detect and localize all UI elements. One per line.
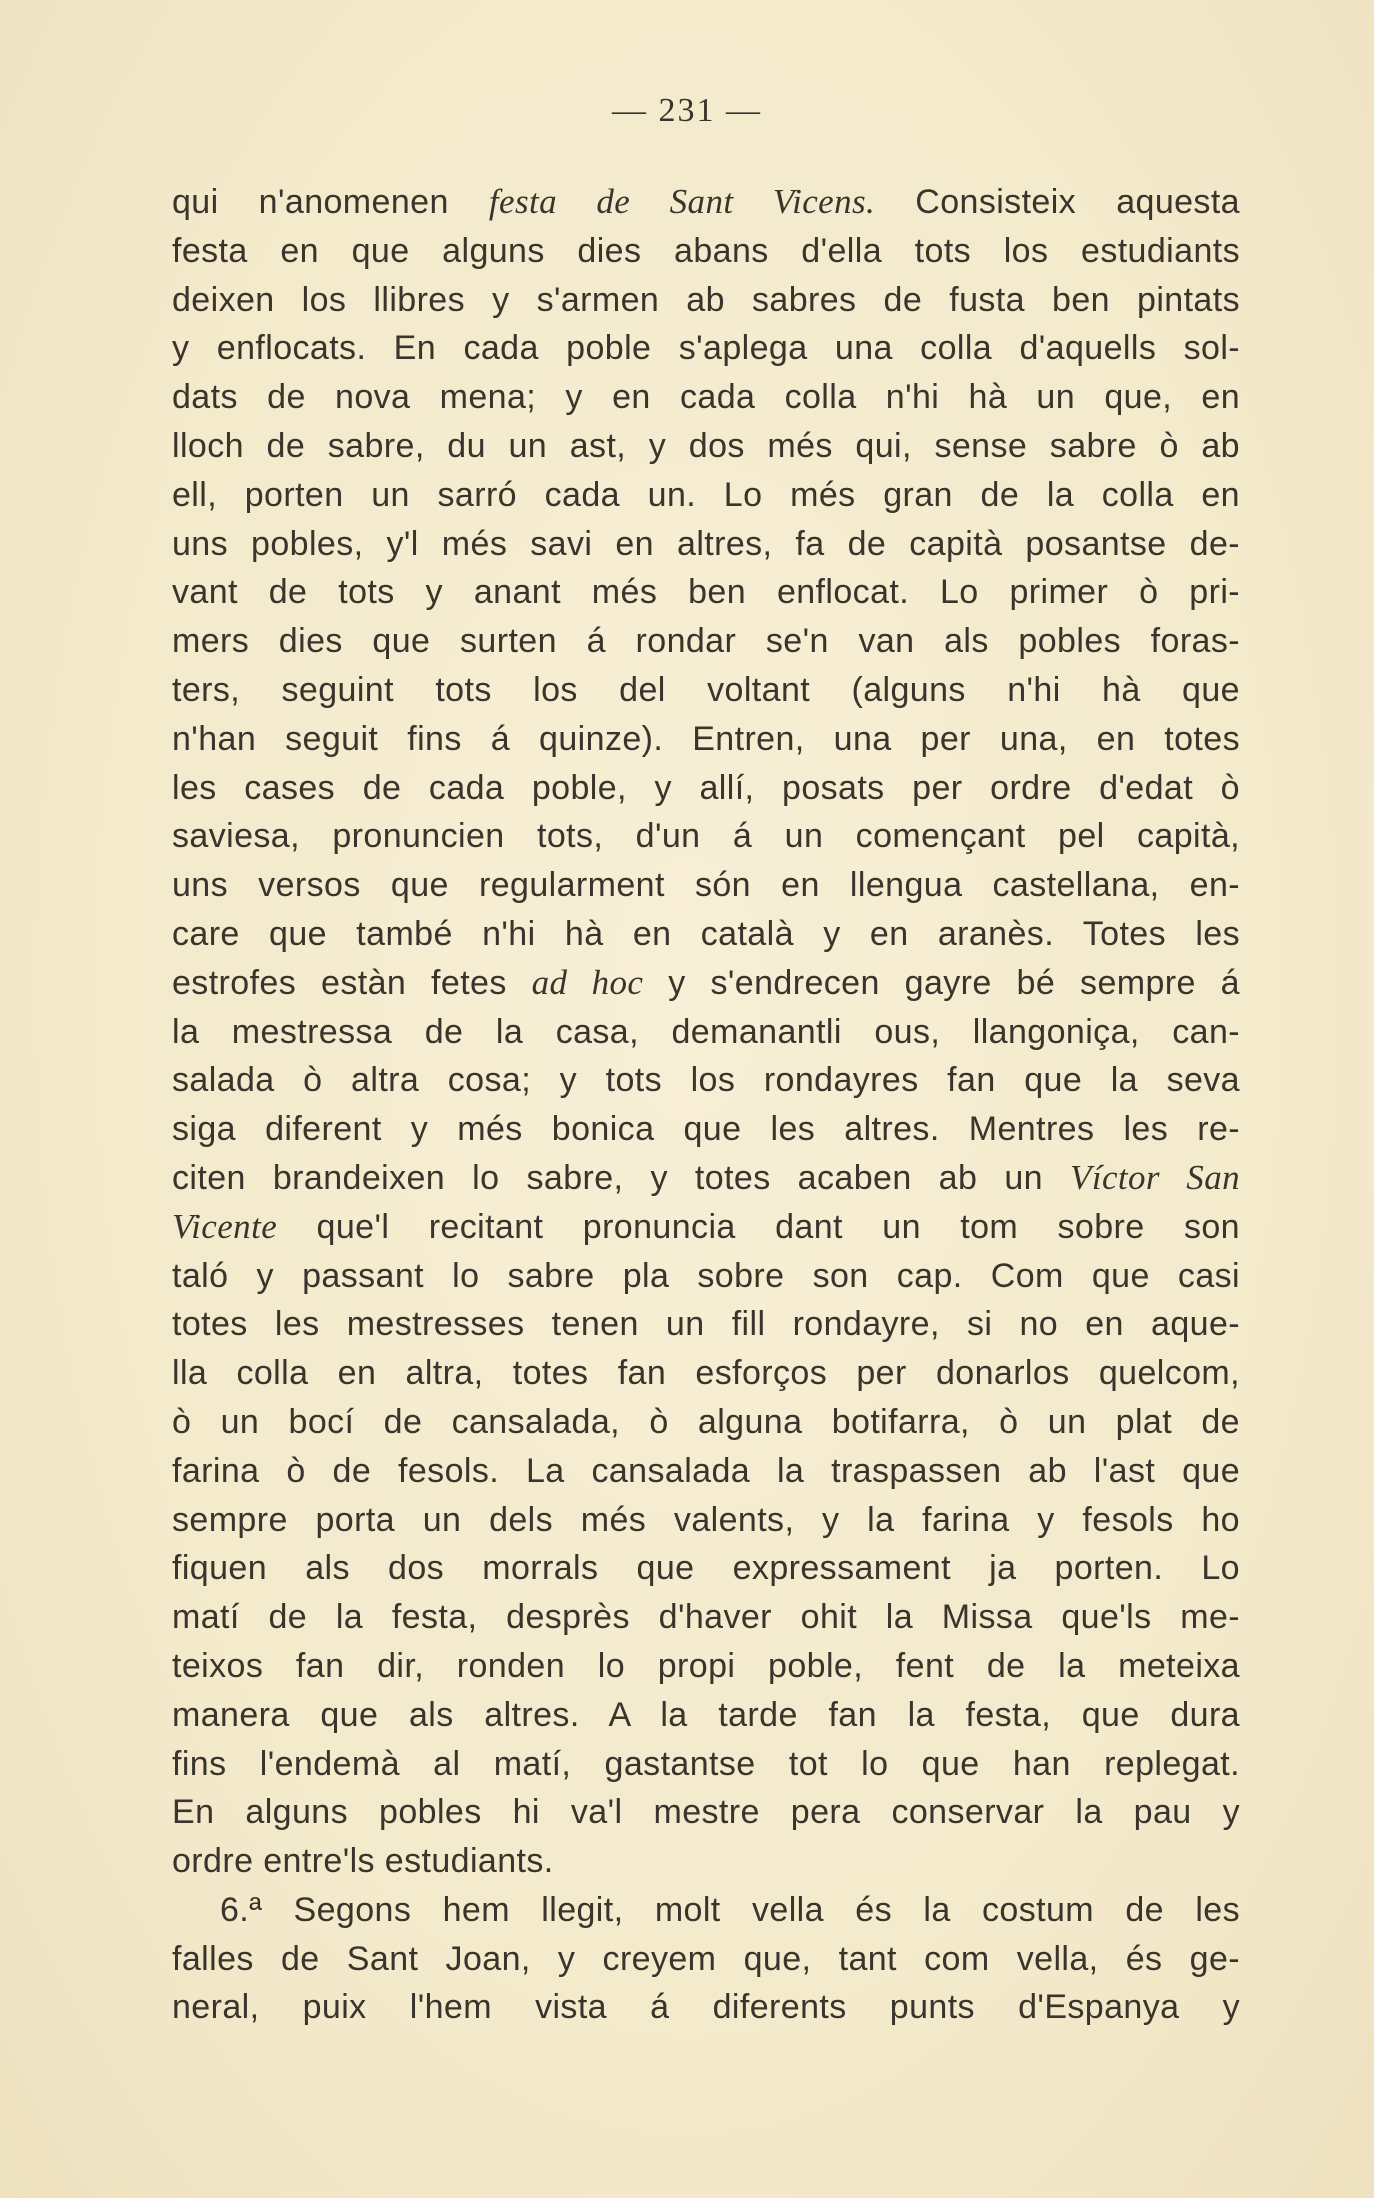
text-run: salada ò altra cosa; y tots los rondayres fan que la seva [172, 1061, 1240, 1100]
text-run: fiquen als dos morrals que expressament ja porten. Lo [172, 1549, 1240, 1588]
text-run: lla colla en altra, totes fan esforços per donarlos quelcom, [172, 1354, 1240, 1393]
text-line [172, 1252, 1240, 1301]
text-line [172, 1788, 1240, 1837]
text-line [172, 1983, 1240, 2032]
text-line [172, 1056, 1240, 1105]
text-run: citen brandeixen lo sabre, y totes acaben ab un [172, 1158, 1071, 1197]
text-line [172, 1935, 1240, 1984]
text-run: 6.ª Segons hem llegit, molt vella és la costum de les [220, 1890, 1240, 1929]
text-line [172, 1593, 1240, 1642]
text-run: fins l'endemà al matí, gastantse tot lo que han replegat. [172, 1744, 1240, 1783]
text-run: En alguns pobles hi va'l mestre pera conservar la pau y [172, 1793, 1240, 1832]
text-run: que'l recitant pronuncia dant un tom sobre son [277, 1207, 1240, 1246]
text-line [172, 276, 1240, 325]
text-line [172, 568, 1240, 617]
text-line [172, 1642, 1240, 1691]
text-run: taló y passant lo sabre pla sobre son cap. Com que casi [172, 1256, 1240, 1295]
italic-text: Vicente [172, 1206, 278, 1246]
text-run: neral, puix l'hem vista á diferents punts d'Espanya y [172, 1988, 1240, 2027]
text-line [172, 764, 1240, 813]
text-line [172, 373, 1240, 422]
text-line [172, 1837, 1240, 1886]
text-line [172, 178, 1240, 227]
text-run: sempre porta un dels més valents, y la farina y fesols ho [172, 1500, 1240, 1539]
text-run: uns pobles, y'l més savi en altres, fa de capità posantse de- [172, 524, 1240, 563]
text-run: lloch de sabre, du un ast, y dos més qui, sense sabre ò ab [172, 426, 1240, 465]
text-run: manera que als altres. A la tarde fan la festa, que dura [172, 1695, 1240, 1734]
page-number: — 231 — [612, 92, 762, 129]
text-run: totes les mestresses tenen un fill rondayre, si no en aque- [172, 1305, 1240, 1344]
text-line [172, 1544, 1240, 1593]
text-run: qui n'anomenen [172, 183, 489, 221]
text-line [172, 1398, 1240, 1447]
text-run: care que també n'hi hà en català y en aranès. Totes les [172, 914, 1240, 953]
text-run: mers dies que surten á rondar se'n van als pobles foras- [172, 622, 1240, 661]
text-run: festa en que alguns dies abans d'ella tots los estudiants [172, 231, 1240, 270]
text-run: ell, porten un sarró cada un. Lo més gran de la colla en [172, 475, 1240, 514]
italic-text: ad hoc [531, 962, 644, 1002]
text-line [172, 1154, 1240, 1203]
text-line [172, 861, 1240, 910]
text-line [172, 1008, 1240, 1057]
text-run: uns versos que regularment són en llengua castellana, en- [172, 866, 1240, 905]
text-line [172, 422, 1240, 471]
text-line [172, 1300, 1240, 1349]
text-run: dats de nova mena; y en cada colla n'hi hà un que, en [172, 378, 1240, 417]
text-line [172, 1349, 1240, 1398]
text-line [172, 910, 1240, 959]
text-line [172, 520, 1240, 569]
text-line [172, 1105, 1240, 1154]
text-run: falles de Sant Joan, y creyem que, tant com vella, és ge- [172, 1939, 1240, 1978]
text-run: farina ò de fesols. La cansalada la traspassen ab l'ast que [172, 1451, 1240, 1490]
text-run: saviesa, pronuncien tots, d'un á un començant pel capità, [172, 817, 1240, 856]
text-run: y enflocats. En cada poble s'aplega una colla d'aquells sol- [172, 329, 1240, 368]
text-run: la mestressa de la casa, demanantli ous, llangoniça, can- [172, 1012, 1240, 1051]
text-run: matí de la festa, desprès d'haver ohit la Missa que'ls me- [172, 1598, 1240, 1637]
text-run: les cases de cada poble, y allí, posats per ordre d'edat ò [172, 768, 1240, 807]
text-line [172, 1691, 1240, 1740]
text-line [172, 1740, 1240, 1789]
text-run: Consisteix aquesta [875, 183, 1240, 221]
text-run: teixos fan dir, ronden lo propi poble, fent de la meteixa [172, 1646, 1240, 1685]
text-line [172, 1496, 1240, 1545]
text-line [172, 1886, 1240, 1935]
text-run: siga diferent y més bonica que les altres. Mentres les re- [172, 1110, 1240, 1149]
text-line [172, 1447, 1240, 1496]
text-line [172, 471, 1240, 520]
text-run: ò un bocí de cansalada, ò alguna botifarra, ò un plat de [172, 1402, 1240, 1441]
text-line [172, 324, 1240, 373]
text-run: ters, seguint tots los del voltant (alguns n'hi hà que [172, 670, 1240, 709]
text-run: n'han seguit fins á quinze). Entren, una per una, en totes [172, 719, 1240, 758]
text-line [172, 666, 1240, 715]
text-run: deixen los llibres y s'armen ab sabres de fusta ben pintats [172, 280, 1240, 319]
text-line [172, 812, 1240, 861]
text-line [172, 715, 1240, 764]
text-line [172, 227, 1240, 276]
text-line [172, 617, 1240, 666]
text-run: y s'endrecen gayre bé sempre á [643, 963, 1240, 1002]
text-run: ordre entre'ls estudiants. [172, 1842, 554, 1881]
text-run: vant de tots y anant més ben enflocat. Lo primer ò pri- [172, 573, 1240, 612]
text-run: estrofes estàn fetes [172, 963, 532, 1002]
italic-text: festa de Sant Vicens. [488, 182, 876, 221]
text-line [172, 1203, 1240, 1252]
italic-text: Víctor San [1070, 1157, 1240, 1197]
body-text [172, 178, 1240, 2032]
text-line [172, 959, 1240, 1008]
